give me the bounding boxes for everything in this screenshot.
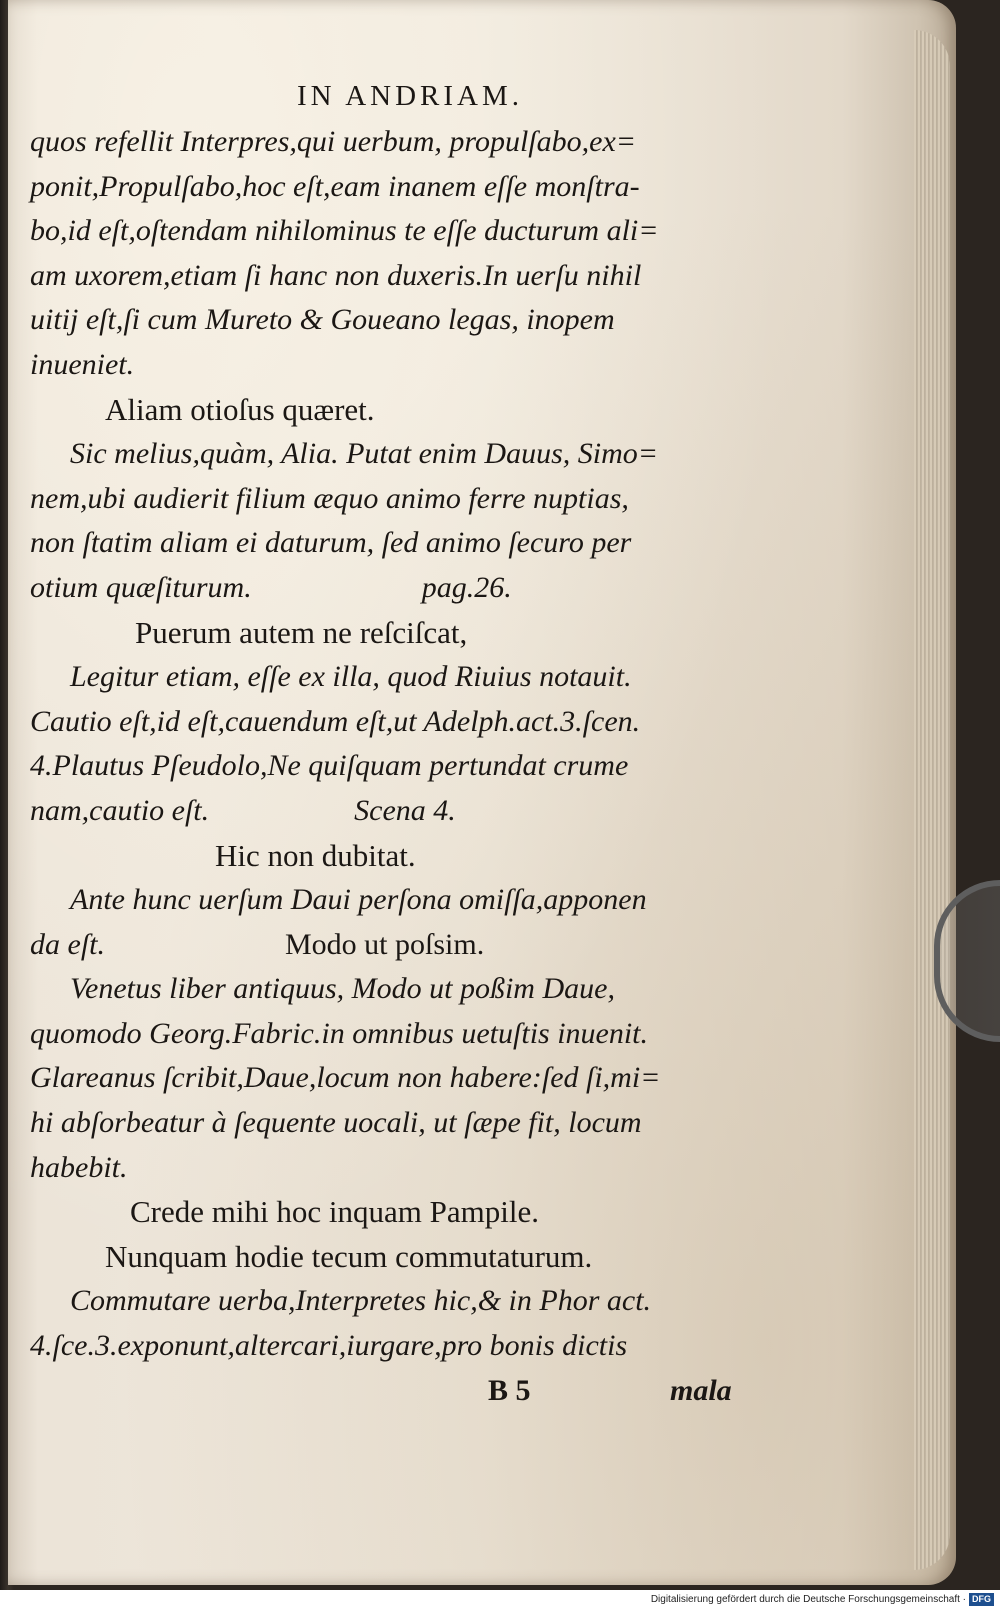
- text-line: [30, 1235, 770, 1280]
- text-line: [30, 1056, 770, 1101]
- text-line: [30, 521, 770, 566]
- page-text: [30, 72, 770, 1413]
- line-text: nem,ubi audierit filium æquo animo ferre nuptias,: [30, 481, 629, 515]
- line-text: da eſt.: [30, 927, 105, 961]
- line-text: Cautio eſt,id eſt,cauendum eſt,ut Adelph.act.3.ſcen.: [30, 704, 641, 738]
- line-text: Nunquam hodie tecum commutaturum.: [105, 1238, 593, 1274]
- line-text: Legitur etiam, eſſe ex illa, quod Riuius notauit.: [70, 660, 632, 694]
- text-line: [30, 878, 770, 923]
- text-line: [30, 611, 770, 656]
- text-line: [30, 1012, 770, 1057]
- line-text: Ante hunc uerſum Daui perſona omiſſa,apponen: [70, 883, 647, 917]
- line-text: 4.Plautus Pſeudolo,Ne quiſquam pertundat crume: [30, 749, 629, 783]
- page-edges: [914, 30, 950, 1570]
- text-line: [30, 834, 770, 879]
- text-line: [30, 967, 770, 1012]
- text-line: [30, 566, 770, 611]
- text-line: [30, 432, 770, 477]
- line-text: Aliam otioſus quæret.: [105, 391, 375, 427]
- text-line: [30, 343, 770, 388]
- digitization-footer: [0, 1590, 1000, 1609]
- page-reference: pag.26.: [421, 570, 512, 604]
- text-line: [30, 923, 770, 968]
- text-line: [30, 209, 770, 254]
- line-text: Puerum autem ne reſciſcat,: [135, 614, 468, 650]
- running-head: IN ANDRIAM.: [296, 80, 524, 112]
- text-line: [30, 744, 770, 789]
- line-text: habebit.: [30, 1150, 128, 1184]
- text-line: [30, 655, 770, 700]
- line-text: Crede mihi hoc inquam Pampile.: [130, 1194, 539, 1230]
- line-text: quomodo Georg.Fabric.in omnibus uetuſtis inuenit.: [30, 1016, 649, 1050]
- line-text: ponit,Propulſabo,hoc eſt,eam inanem eſſe monſtra-: [30, 169, 640, 203]
- text-line: [30, 298, 770, 343]
- lemma-inline: Modo ut poſsim.: [285, 927, 485, 961]
- text-line: [30, 700, 770, 745]
- text-line: [30, 254, 770, 299]
- book-page: [8, 0, 956, 1585]
- text-line: [30, 477, 770, 522]
- footer-text: Digitalisierung gefördert durch die Deutsche Forschungsgemeinschaft ·: [650, 1594, 966, 1605]
- text-lines: [30, 120, 770, 1369]
- line-text: uitij eſt,ſi cum Mureto & Goueano legas, inopem: [30, 303, 615, 337]
- line-text: 4.ſce.3.exponunt,altercari,iurgare,pro bonis dictis: [30, 1329, 628, 1363]
- text-line: [30, 1324, 770, 1369]
- text-line: [30, 1279, 770, 1324]
- signature-mark: B 5: [488, 1373, 531, 1407]
- text-line: [30, 789, 770, 834]
- line-text: quos refellit Interpres,qui uerbum, propulſabo,ex=: [30, 125, 637, 158]
- line-text: non ſtatim aliam ei daturum, ſed animo ſecuro per: [30, 526, 632, 560]
- text-line: [30, 388, 770, 433]
- text-line: [30, 1146, 770, 1191]
- text-line: [30, 1190, 770, 1235]
- line-text: hi abſorbeatur à ſequente uocali, ut ſæpe fit, locum: [30, 1106, 642, 1140]
- scene-heading: Scena 4.: [354, 793, 456, 827]
- line-text: inueniet.: [30, 347, 135, 381]
- dfg-logo-icon: DFG: [969, 1593, 994, 1606]
- line-text: Glareanus ſcribit,Daue,locum non habere:ſed ſi,mi=: [30, 1061, 661, 1095]
- line-text: Venetus liber antiquus, Modo ut poßim Daue,: [70, 972, 615, 1006]
- text-line: [30, 1101, 770, 1146]
- text-line: [30, 120, 770, 165]
- catchword: mala: [670, 1373, 732, 1407]
- line-text: Hic non dubitat.: [215, 837, 416, 873]
- line-text: Sic melius,quàm, Alia. Putat enim Dauus, Simo=: [70, 437, 658, 471]
- line-text: otium quæſiturum.: [30, 570, 252, 604]
- line-text: am uxorem,etiam ſi hanc non duxeris.In uerſu nihil: [30, 258, 642, 292]
- line-text: Commutare uerba,Interpretes hic,& in Phor act.: [70, 1284, 652, 1318]
- line-text: nam,cautio eſt.: [30, 793, 210, 827]
- line-text: bo,id eſt,oſtendam nihilominus te eſſe ducturum ali=: [30, 214, 659, 248]
- text-line: [30, 165, 770, 210]
- signature-line: [30, 1369, 770, 1413]
